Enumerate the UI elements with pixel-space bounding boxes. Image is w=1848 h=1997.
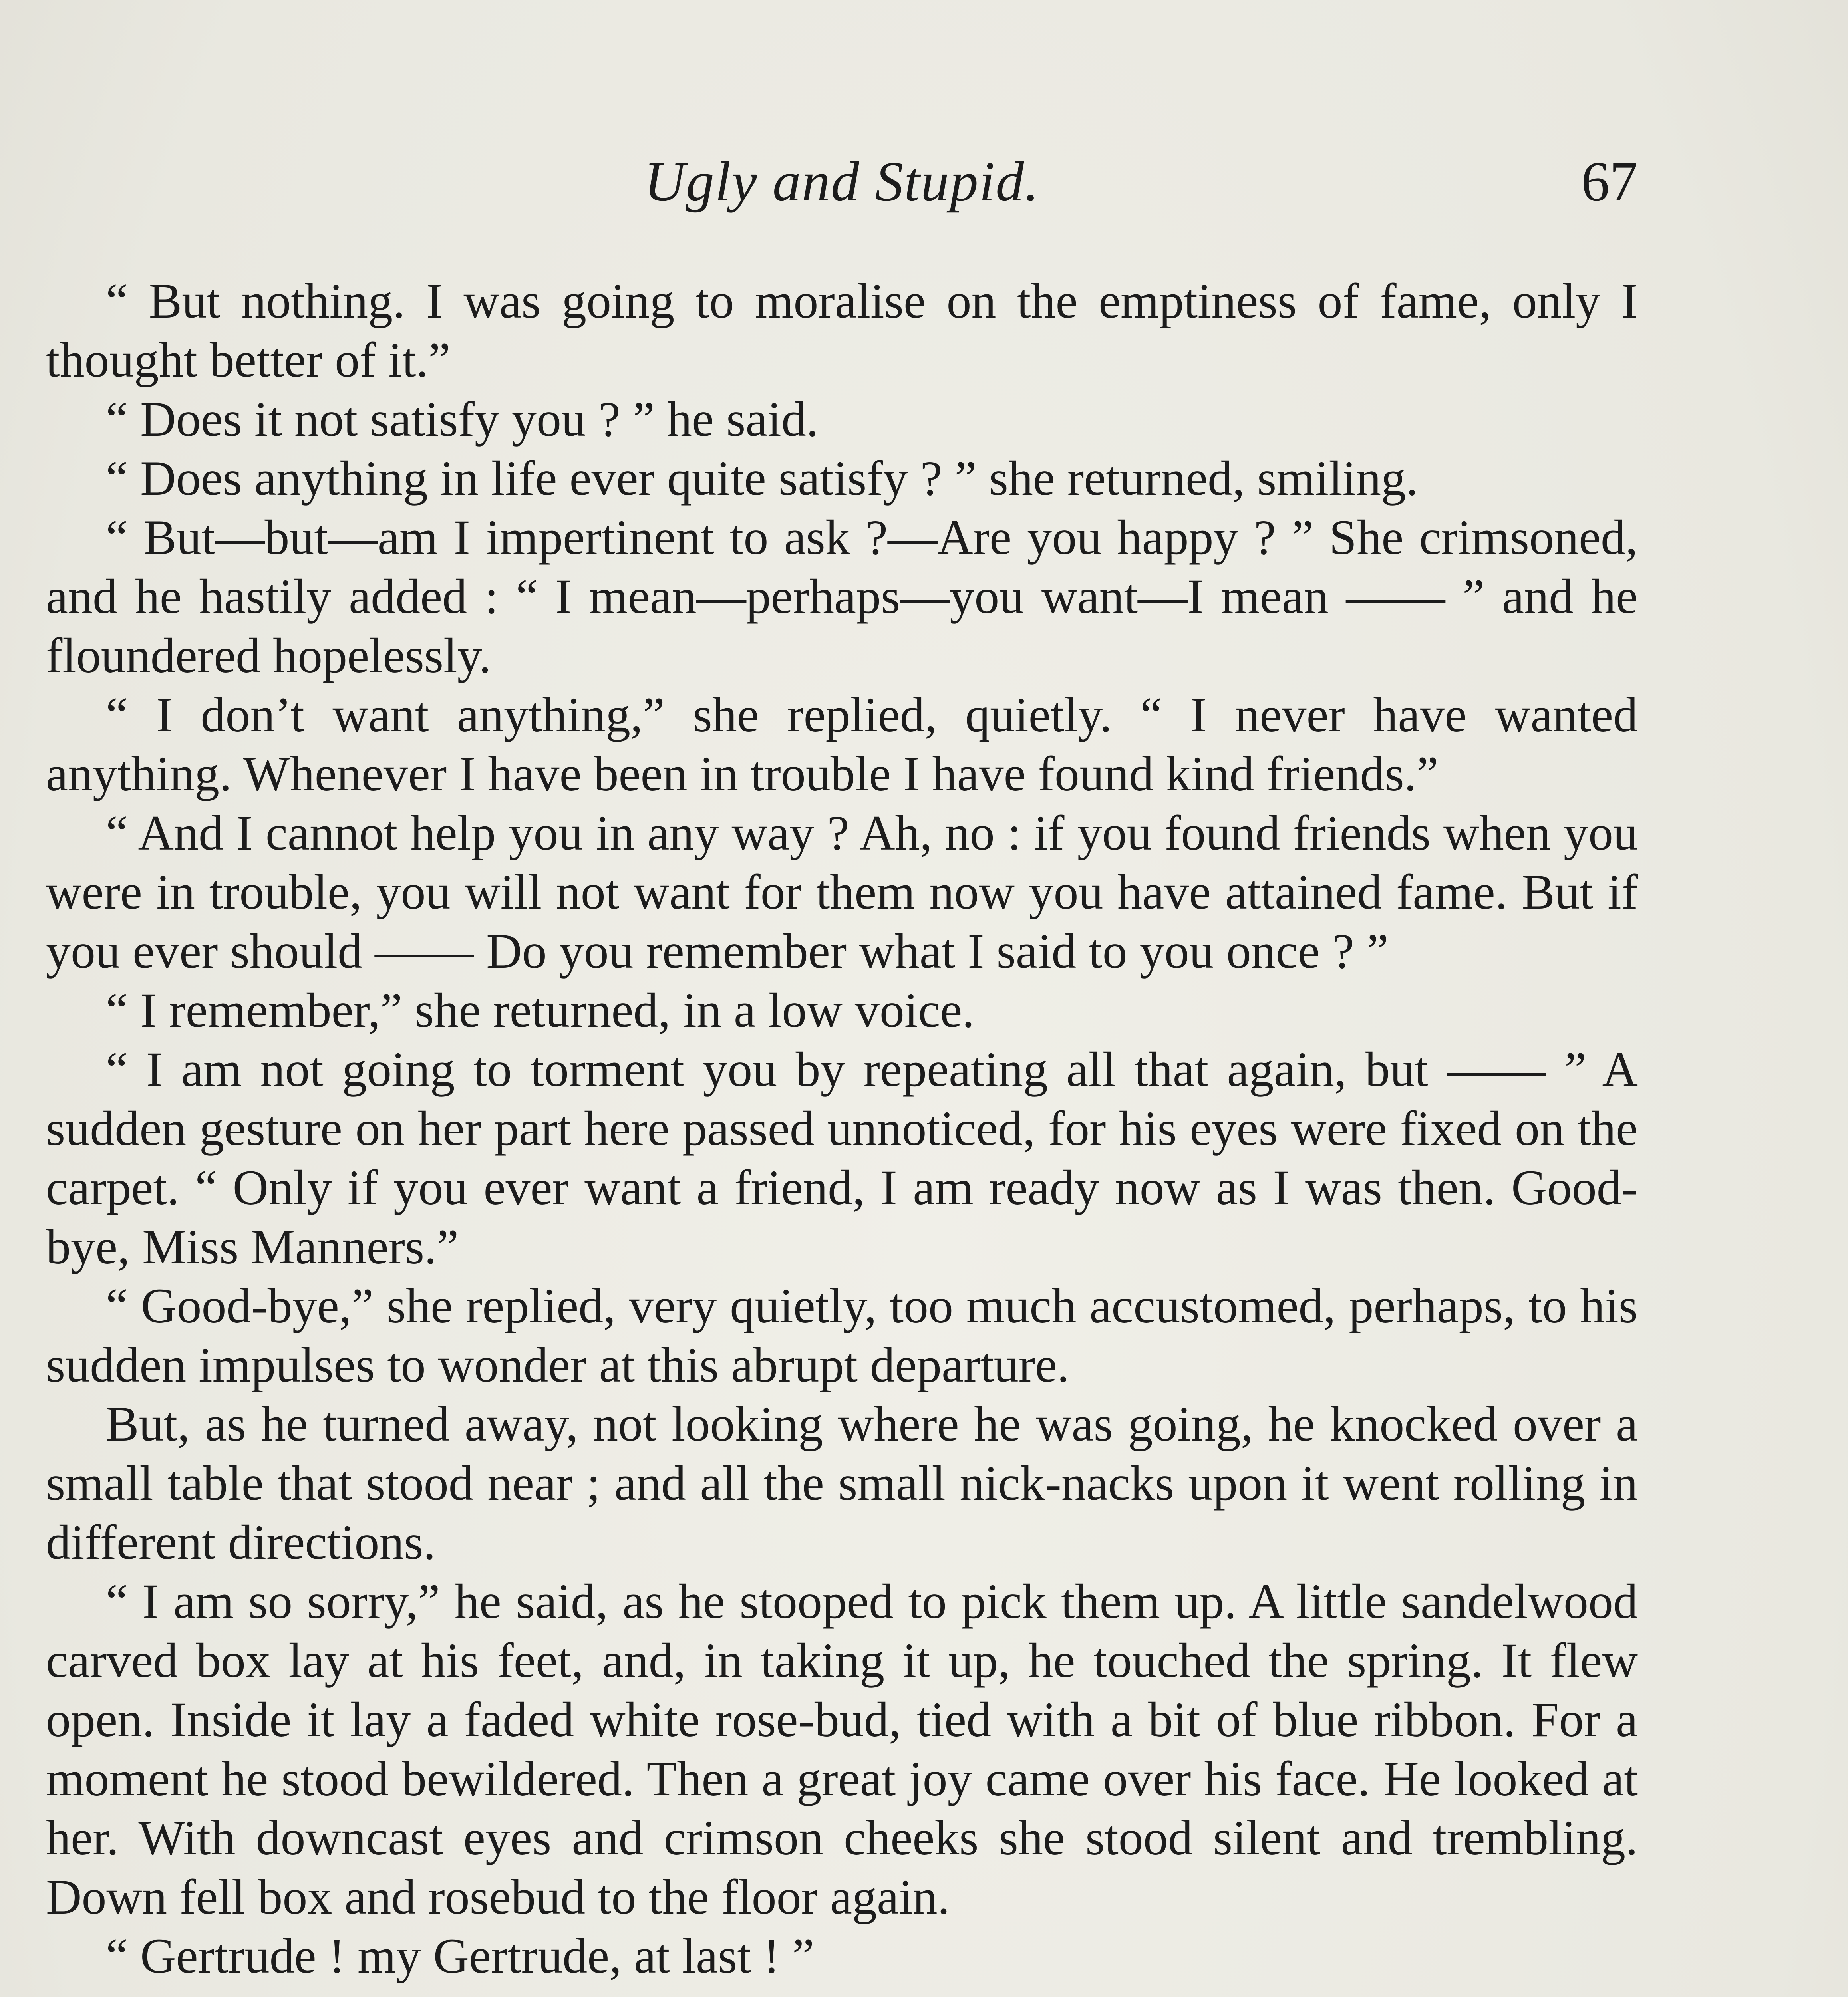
paragraph: “ Does it not satisfy you ? ” he said. [106, 392, 819, 447]
paragraph: “ I don’t want anything,” she replied, quietly. “ I never have wanted anything. Whenever I have been in trouble I have found kind friends.” [46, 687, 1638, 801]
paragraph: “ And I cannot help you in any way ? Ah, no : if you found friends when you were in trouble, you will not want for them now you have attained fame. But if you ever should —— Do you remember what I said to you once ? ” [46, 806, 1638, 979]
paragraph: “ I am so sorry,” he said, as he stooped to pick them up. A little sandelwood carved box lay at his feet, and, in taking it up, he touched the spring. It flew open. Inside it lay a faded white rose-bud, tied with a bit of blue ribbon. For a moment he stood bewildered. Then a great joy came over his face. He looked at her. With downcast eyes and crimson cheeks she stood silent and trembling. Down fell box and rosebud to the floor again. [46, 1574, 1638, 1924]
paragraph: “ But—but—am I impertinent to ask ?—Are you happy ? ” She crimsoned, and he hastily added : “ I mean—perhaps—you want—I mean —— ” and he floundered hopelessly. [46, 510, 1638, 683]
page-number: 67 [1581, 150, 1638, 213]
paragraph: But, as he turned away, not looking where he was going, he knocked over a small table that stood near ; and all the small nick-nacks upon it went rolling in different directions. [46, 1397, 1638, 1570]
paragraph: “ But nothing. I was going to moralise on the emptiness of fame, only I thought better of it.” [46, 274, 1638, 387]
body-text [46, 272, 1638, 1997]
paragraph: “ Gertrude ! my Gertrude, at last ! ” [106, 1929, 815, 1983]
paragraph: “ I am not going to torment you by repeating all that again, but —— ” A sudden gesture on her part here passed unnoticed, for his eyes were fixed on the carpet. “ Only if you ever want a friend, I am ready now as I was then. Good-bye, Miss Manners.” [46, 1042, 1638, 1274]
paragraph: “ Good-bye,” she replied, very quietly, too much accustomed, perhaps, to his sudden impulses to wonder at this abrupt departure. [46, 1278, 1638, 1392]
running-head: Ugly and Stupid. [644, 150, 1040, 213]
paragraph: “ I remember,” she returned, in a low voice. [106, 983, 975, 1038]
paragraph: “ Does anything in life ever quite satisfy ? ” she returned, smiling. [106, 451, 1419, 506]
page-header [46, 149, 1638, 228]
